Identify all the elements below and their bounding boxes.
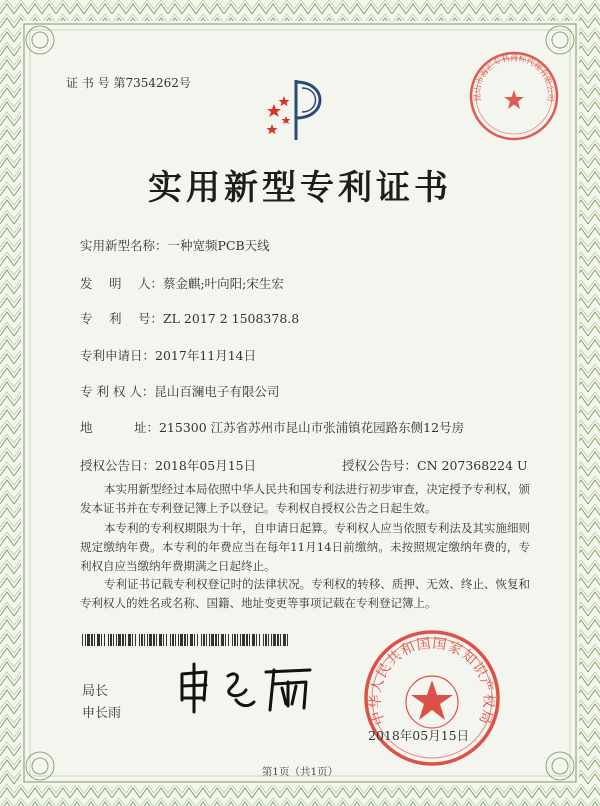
barcode-bar	[108, 634, 109, 646]
field-announcement-number: 授权公告号：CN 207368224 U	[342, 458, 528, 473]
barcode-bar	[283, 634, 286, 646]
barcode-bar	[172, 634, 174, 646]
paragraph-register-statement: 专利证书记载专利权登记时的法律状况。专利权的转移、质押、无效、终止、恢复和专利权人的姓名或名称、国籍、地址变更等事项记载在专利登记簿上。	[80, 577, 530, 610]
barcode	[82, 634, 292, 646]
barcode-bar	[287, 634, 288, 646]
barcode-bar	[271, 634, 272, 646]
barcode-bar	[101, 634, 102, 646]
barcode-bar	[203, 634, 205, 646]
barcode-bar	[144, 634, 145, 646]
barcode-bar	[122, 634, 124, 646]
barcode-bar	[263, 634, 264, 646]
barcode-bar	[265, 634, 267, 646]
barcode-bar	[118, 634, 121, 646]
barcode-bar	[280, 634, 281, 646]
seal-big-text: 中华人民共和国国家知识产权局	[367, 635, 497, 727]
barcode-bar	[135, 634, 136, 646]
barcode-bar	[225, 634, 226, 646]
barcode-bar	[85, 634, 86, 646]
barcode-bar	[82, 634, 83, 646]
barcode-bar	[104, 634, 105, 646]
barcode-bar	[252, 634, 255, 646]
barcode-bar	[141, 634, 143, 646]
signatory-name: 申长雨	[82, 706, 122, 721]
field-patentee: 专 利 权 人：昆山百澜电子有限公司	[80, 384, 280, 399]
barcode-bar	[156, 634, 157, 646]
seal-date: 2018年05月15日	[368, 728, 470, 743]
barcode-bar	[125, 634, 126, 646]
barcode-bar	[149, 634, 152, 646]
barcode-bar	[184, 634, 186, 646]
barcode-bar	[228, 634, 229, 646]
barcode-bar	[170, 634, 171, 646]
field-patent-number: 专 利 号：ZL 2017 2 1508378.8	[80, 311, 300, 326]
barcode-bar	[175, 634, 176, 646]
barcode-bar	[209, 634, 210, 646]
barcode-bar	[201, 634, 202, 646]
barcode-bar	[178, 634, 179, 646]
barcode-bar	[249, 634, 250, 646]
barcode-bar	[256, 634, 257, 646]
signatory-title: 局长	[82, 684, 109, 699]
field-inventors: 发 明 人：蔡金麒;叶向阳;宋生宏	[80, 276, 284, 291]
barcode-bar	[113, 634, 114, 646]
barcode-bar	[128, 634, 131, 646]
barcode-bar	[132, 634, 133, 646]
barcode-bar	[116, 634, 117, 646]
barcode-bar	[166, 634, 167, 646]
barcode-bar	[206, 634, 207, 646]
field-application-date: 专利申请日：2017年11月14日	[80, 348, 257, 363]
barcode-bar	[153, 634, 155, 646]
paragraph-grant-statement: 本实用新型经过本局依照中华人民共和国专利法进行初步审查，决定授予专利权，颁发本证书并在专利登记簿上予以登记。专利权自授权公告之日起生效。	[80, 482, 530, 515]
barcode-bar	[232, 634, 233, 646]
barcode-bar	[190, 634, 193, 646]
barcode-bar	[87, 634, 90, 646]
barcode-bar	[147, 634, 148, 646]
barcode-bar	[240, 634, 241, 646]
page-indicator: 第1页（共1页）	[261, 766, 339, 778]
barcode-bar	[163, 634, 164, 646]
barcode-bar	[110, 634, 112, 646]
field-address: 地 址：215300 江苏省苏州市昆山市张浦镇花园路东侧12号房	[80, 420, 465, 435]
barcode-bar	[91, 634, 93, 646]
barcode-bar	[215, 634, 217, 646]
barcode-bar	[218, 634, 219, 646]
barcode-bar	[211, 634, 214, 646]
barcode-bar	[273, 634, 276, 646]
barcode-bar	[187, 634, 188, 646]
barcode-bar	[97, 634, 100, 646]
barcode-bar	[259, 634, 260, 646]
field-utility-model-name: 实用新型名称：一种宽频PCB天线	[80, 238, 270, 253]
barcode-bar	[234, 634, 236, 646]
field-grant-date: 授权公告日：2018年05月15日	[80, 458, 257, 473]
page-title: 实用新型专利证书	[148, 168, 452, 208]
state-ip-office-seal	[362, 628, 502, 768]
barcode-bar	[180, 634, 183, 646]
barcode-bar	[277, 634, 279, 646]
agency-seal	[468, 50, 560, 142]
barcode-bar	[221, 634, 224, 646]
handwritten-signature	[170, 660, 320, 716]
certificate-number: 证 书 号 第7354262号	[66, 76, 191, 90]
barcode-bar	[94, 634, 95, 646]
barcode-bar	[194, 634, 195, 646]
barcode-bar	[246, 634, 248, 646]
barcode-bar	[159, 634, 162, 646]
barcode-bar	[139, 634, 140, 646]
barcode-bar	[268, 634, 269, 646]
seal-small-text: 昆山市海汇专利商标代理有限公司	[472, 53, 556, 102]
barcode-bar	[237, 634, 238, 646]
patent-office-logo-icon	[262, 74, 334, 144]
paragraph-term-statement: 本专利的专利权期限为十年，自申请日起算。专利权人应当依照专利法及其实施细则规定缴纳年费。本专利的年费应当在每年11月14日前缴纳。未按照规定缴纳年费的，专利权自应当缴纳年费期满之日起终止。	[80, 521, 530, 573]
barcode-bar	[197, 634, 198, 646]
barcode-bar	[242, 634, 245, 646]
